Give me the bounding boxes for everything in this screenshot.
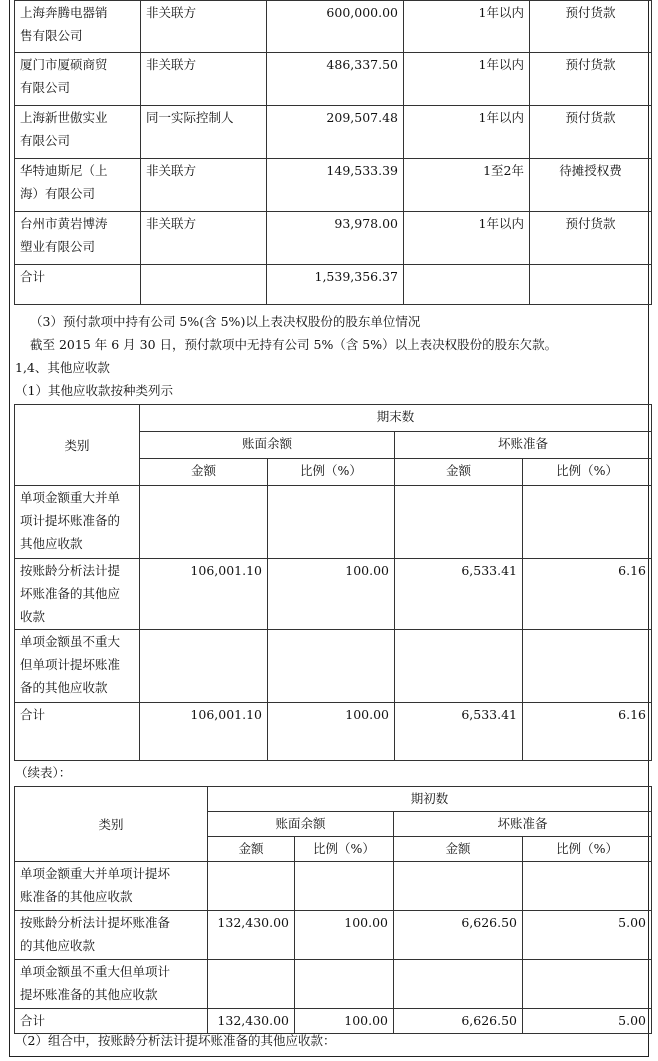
header-row bbox=[15, 405, 652, 432]
relation: 非关联方 bbox=[141, 212, 267, 265]
other-receivables-end-table bbox=[14, 404, 652, 761]
age: 1至2年 bbox=[404, 159, 530, 212]
age: 1年以内 bbox=[404, 106, 530, 159]
category-header: 类别 bbox=[15, 787, 208, 862]
relation: 非关联方 bbox=[141, 1, 267, 53]
period-header: 期初数 bbox=[208, 787, 652, 812]
total-bad-debt-ratio: 6.16 bbox=[523, 703, 652, 761]
company-name: 台州市黄岩博涛 塑业有限公司 bbox=[15, 212, 141, 265]
amount: 209,507.48 bbox=[267, 106, 404, 159]
company-name: 上海新世傲实业 有限公司 bbox=[15, 106, 141, 159]
reason: 预付货款 bbox=[530, 106, 652, 159]
amount-header: 金额 bbox=[140, 459, 268, 486]
bad-debt-amount: 6,533.41 bbox=[395, 559, 523, 630]
note3-body: 截至 2015 年 6 月 30 日，预付款项中无持有公司 5%（含 5%）以上表决权股份的股东欠款。 bbox=[30, 337, 558, 352]
table-row bbox=[15, 862, 652, 911]
table-row bbox=[15, 486, 652, 559]
subsection-title: （1）其他应收款按种类列示 bbox=[15, 383, 173, 398]
age: 1年以内 bbox=[404, 53, 530, 106]
period-header: 期末数 bbox=[140, 405, 652, 432]
company-name: 厦门市厦硕商贸 有限公司 bbox=[15, 53, 141, 106]
ratio-header: 比例（%） bbox=[523, 837, 652, 862]
total-row bbox=[15, 703, 652, 761]
reason: 预付货款 bbox=[530, 212, 652, 265]
book-balance-header: 账面余额 bbox=[208, 812, 394, 837]
prepay-table bbox=[14, 0, 652, 305]
table-row bbox=[15, 960, 652, 1009]
category-cell: 单项金额重大并单项计提坏 账准备的其他应收款 bbox=[15, 862, 208, 911]
total-bad-debt-amount: 6,626.50 bbox=[394, 1009, 523, 1034]
relation: 非关联方 bbox=[141, 159, 267, 212]
table-row bbox=[15, 212, 652, 265]
ratio-header: 比例（%） bbox=[268, 459, 395, 486]
bad-debt-header: 坏账准备 bbox=[394, 812, 652, 837]
book-balance-header: 账面余额 bbox=[140, 432, 395, 459]
category-cell: 按账龄分析法计提坏账准备 的其他应收款 bbox=[15, 911, 208, 960]
relation: 非关联方 bbox=[141, 53, 267, 106]
amount: 106,001.10 bbox=[140, 559, 268, 630]
amount: 93,978.00 bbox=[267, 212, 404, 265]
table-row bbox=[15, 53, 652, 106]
total-ratio: 100.00 bbox=[295, 1009, 394, 1034]
relation: 同一实际控制人 bbox=[141, 106, 267, 159]
total-label: 合计 bbox=[15, 1009, 208, 1034]
reason: 待摊授权费 bbox=[530, 159, 652, 212]
total-label: 合计 bbox=[15, 265, 141, 305]
total-row bbox=[15, 1009, 652, 1034]
table-row bbox=[15, 630, 652, 703]
total-amount: 106,001.10 bbox=[140, 703, 268, 761]
category-header: 类别 bbox=[15, 405, 140, 486]
bad-debt-ratio: 6.16 bbox=[523, 559, 652, 630]
amount: 132,430.00 bbox=[208, 911, 295, 960]
total-amount: 1,539,356.37 bbox=[267, 265, 404, 305]
section-title: 1,4、其他应收款 bbox=[15, 360, 110, 375]
note3-heading: （3）预付款项中持有公司 5%(含 5%)以上表决权股份的股东单位情况 bbox=[30, 314, 421, 329]
bad-debt-ratio: 5.00 bbox=[523, 911, 652, 960]
age: 1年以内 bbox=[404, 212, 530, 265]
company-name: 华特迪斯尼（上 海）有限公司 bbox=[15, 159, 141, 212]
amount: 149,533.39 bbox=[267, 159, 404, 212]
ratio: 100.00 bbox=[268, 559, 395, 630]
category-cell: 单项金额虽不重大 但单项计提坏账准 备的其他应收款 bbox=[15, 630, 140, 703]
total-bad-debt-amount: 6,533.41 bbox=[395, 703, 523, 761]
ratio-header: 比例（%） bbox=[523, 459, 652, 486]
bad-debt-header: 坏账准备 bbox=[395, 432, 652, 459]
category-cell: 按账龄分析法计提 坏账准备的其他应 收款 bbox=[15, 559, 140, 630]
subsection-title: （2）组合中，按账龄分析法计提坏账准备的其他应收款： bbox=[15, 1033, 336, 1048]
amount: 486,337.50 bbox=[267, 53, 404, 106]
age: 1年以内 bbox=[404, 1, 530, 53]
reason: 预付货款 bbox=[530, 1, 652, 53]
table-row bbox=[15, 559, 652, 630]
table-row bbox=[15, 159, 652, 212]
total-ratio: 100.00 bbox=[268, 703, 395, 761]
other-receivables-begin-table bbox=[14, 786, 652, 1034]
amount-header: 金额 bbox=[395, 459, 523, 486]
company-name: 上海奔腾电器销 售有限公司 bbox=[15, 1, 141, 53]
header-row bbox=[15, 787, 652, 812]
bad-debt-amount: 6,626.50 bbox=[394, 911, 523, 960]
amount: 600,000.00 bbox=[267, 1, 404, 53]
total-label: 合计 bbox=[15, 703, 140, 761]
reason: 预付货款 bbox=[530, 53, 652, 106]
category-cell: 单项金额虽不重大但单项计 提坏账准备的其他应收款 bbox=[15, 960, 208, 1009]
category-cell: 单项金额重大并单 项计提坏账准备的 其他应收款 bbox=[15, 486, 140, 559]
ratio: 100.00 bbox=[295, 911, 394, 960]
total-row bbox=[15, 265, 652, 305]
table-row bbox=[15, 911, 652, 960]
table-row bbox=[15, 106, 652, 159]
ratio-header: 比例（%） bbox=[295, 837, 394, 862]
amount-header: 金额 bbox=[208, 837, 295, 862]
table-row bbox=[15, 1, 652, 53]
total-amount: 132,430.00 bbox=[208, 1009, 295, 1034]
continued-label: （续表）： bbox=[15, 765, 72, 780]
amount-header: 金额 bbox=[394, 837, 523, 862]
total-bad-debt-ratio: 5.00 bbox=[523, 1009, 652, 1034]
